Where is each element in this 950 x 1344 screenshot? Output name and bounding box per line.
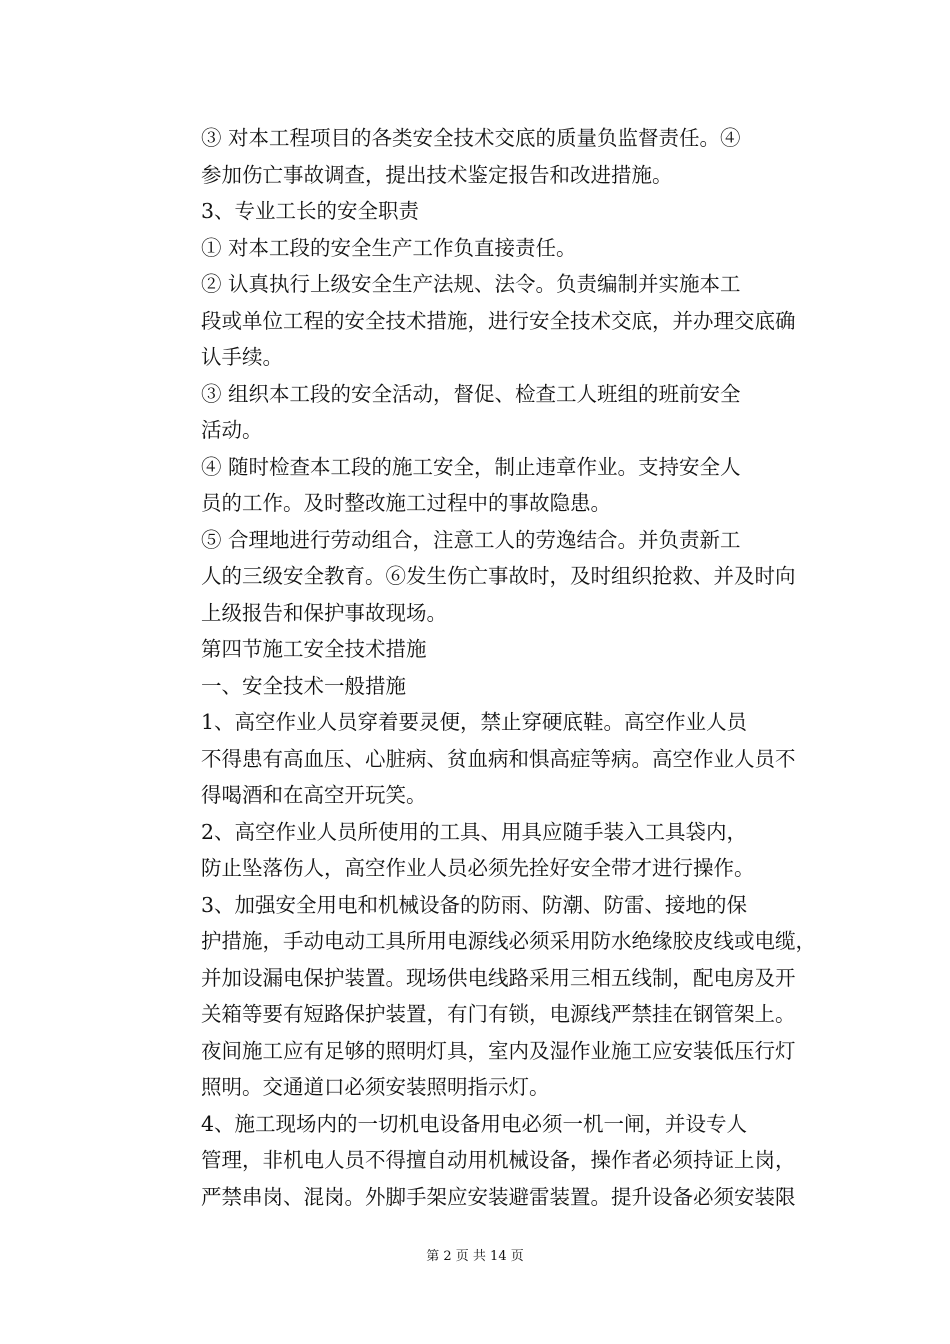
paragraph — [143, 193, 813, 230]
text-line: 活动。 — [201, 418, 263, 442]
text-line: 段或单位工程的安全技术措施，进行安全技术交底，并办理交底确 — [201, 308, 796, 333]
text-line: 人的三级安全教育。⑥发生伤亡事故时，及时组织抢救、并及时向 — [201, 564, 796, 588]
text-line: 4、施工现场内的一切机电设备用电必须一机一闸，并设专人 — [201, 1111, 748, 1136]
text-line: 防止坠落伤人，高空作业人员必须先拴好安全带才进行操作。 — [201, 856, 755, 880]
text-line: 照明。交通道口必须安装照明指示灯。 — [201, 1075, 550, 1099]
paragraph — [143, 668, 813, 705]
paragraph — [143, 887, 816, 1106]
text-line: 3、加强安全用电和机械设备的防雨、防潮、防雷、接地的保 — [201, 892, 748, 917]
text-line: ③ 对本工程项目的各类安全技术交底的质量负监督责任。④ — [201, 126, 741, 150]
text-line: 3、专业工长的安全职责 — [201, 199, 420, 223]
text-line: 关箱等要有短路保护装置，有门有锁，电源线严禁挂在钢管架上。 — [201, 1002, 796, 1026]
text-line: 严禁串岗、混岗。外脚手架应安装避雷装置。提升设备必须安装限 — [201, 1184, 796, 1209]
text-line: ③ 组织本工段的安全活动，督促、检查工人班组的班前安全 — [201, 381, 741, 406]
text-line: ⑤ 合理地进行劳动组合，注意工人的劳逸结合。并负责新工 — [201, 527, 741, 552]
page-footer: 第 2 页 共 14 页 — [426, 1249, 524, 1264]
text-line: 2、高空作业人员所使用的工具、用具应随手装入工具袋内， — [201, 819, 748, 844]
text-line: ② 认真执行上级安全生产法规、法令。负责编制并实施本工 — [201, 272, 741, 296]
text-line: 1、高空作业人员穿着要灵便，禁止穿硬底鞋。高空作业人员 — [201, 710, 748, 734]
paragraph — [143, 1106, 813, 1216]
text-line: 不得患有高血压、心脏病、贫血病和惧高症等病。高空作业人员不 — [201, 746, 796, 771]
paragraph — [143, 814, 813, 887]
text-line: 得喝酒和在高空开玩笑。 — [201, 783, 427, 807]
text-line: ④ 随时检查本工段的施工安全，制止违章作业。支持安全人 — [201, 454, 741, 479]
paragraph — [143, 522, 813, 632]
document-body — [143, 120, 816, 1215]
text-line: 员的工作。及时整改施工过程中的事故隐患。 — [201, 491, 611, 515]
text-line: 上级报告和保护事故现场。 — [201, 600, 447, 625]
text-line: 认手续。 — [201, 345, 283, 369]
paragraph — [143, 120, 813, 193]
paragraph — [143, 376, 813, 449]
text-line: 夜间施工应有足够的照明灯具，室内及湿作业施工应安装低压行灯 — [201, 1038, 796, 1063]
paragraph — [143, 266, 813, 376]
text-line: ① 对本工段的安全生产工作负直接责任。 — [201, 235, 577, 260]
paragraph — [143, 704, 813, 814]
paragraph — [143, 449, 813, 522]
text-line: 参加伤亡事故调查，提出技术鉴定报告和改进措施。 — [201, 162, 673, 187]
text-line: 第四节施工安全技术措施 — [201, 637, 427, 661]
paragraph — [143, 230, 813, 267]
text-line: 管理，非机电人员不得擅自动用机械设备，操作者必须持证上岗， — [201, 1148, 796, 1172]
text-line: 并加设漏电保护装置。现场供电线路采用三相五线制，配电房及开 — [201, 965, 796, 990]
text-line: 护措施，手动电动工具所用电源线必须采用防水绝缘胶皮线或电缆， — [201, 929, 816, 953]
text-line: 一、安全技术一般措施 — [201, 673, 406, 698]
paragraph — [143, 631, 813, 668]
